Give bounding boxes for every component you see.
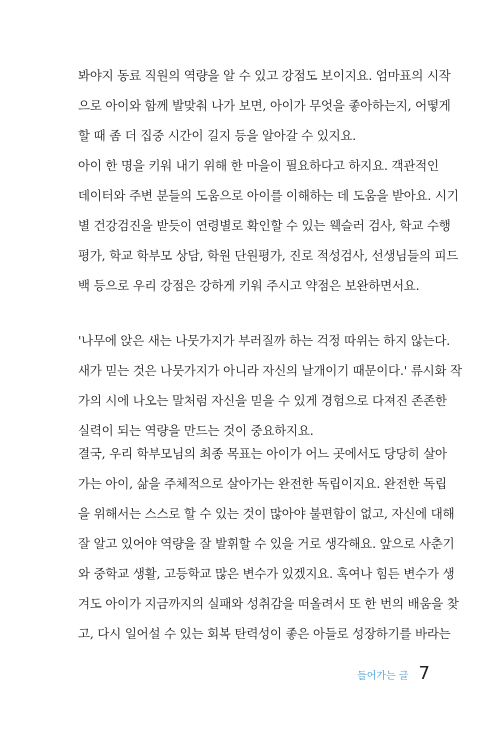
page-number: 7 [418,663,430,684]
paragraph-line: 겨도 아이가 지금까지의 실패와 성취감을 떠올려서 또 한 번의 배움을 찾 [78,596,459,611]
paragraph-line: 와 중학교 생활, 고등학교 많은 변수가 있겠지요. 혹여나 힘든 변수가 생 [78,566,455,581]
page-footer [357,663,430,684]
paragraph-line: 할 때 좀 더 집중 시간이 길지 등을 알아갈 수 있지요. [78,128,357,143]
paragraph-line: 가는 아이, 삶을 주체적으로 살아가는 완전한 독립이지요. 완전한 독립 [78,476,447,491]
paragraph-line: 새가 믿는 것은 나뭇가지가 아니라 자신의 날개이기 때문이다.' 류시화 작 [78,363,462,378]
paragraph-line: '나무에 앉은 새는 나뭇가지가 부러질까 하는 걱정 따위는 하지 않는다. [78,333,451,348]
paragraph-line: 으로 아이와 함께 발맞춰 나가 보면, 아이가 무엇을 좋아하는지, 어떻게 [78,98,451,113]
paragraph-line: 아이 한 명을 키워 내기 위해 한 마을이 필요하다고 하지요. 객관적인 [78,158,439,173]
paragraph-line: 결국, 우리 학부모님의 최종 목표는 아이가 어느 곳에서도 당당히 살아 [78,446,447,461]
section-label: 들어가는 글 [357,671,409,682]
paragraph-line: 백 등으로 우리 강점은 강하게 키워 주시고 약점은 보완하면서요. [78,278,420,293]
paragraph-1 [78,66,451,145]
paragraph-line: 잘 알고 있어야 역량을 잘 발휘할 수 있을 거로 생각해요. 앞으로 사춘기 [78,536,455,551]
paragraph-line: 을 위해서는 스스로 할 수 있는 것이 많아야 불편함이 없고, 자신에 대해 [78,506,455,521]
paragraph-3 [78,331,462,440]
paragraph-line: 봐야지 동료 직원의 역량을 알 수 있고 강점도 보이지요. 엄마표의 시작 [78,68,451,83]
paragraph-line: 실력이 되는 역량을 만드는 것이 중요하지요. [78,423,314,438]
paragraph-line: 평가, 학교 학부모 상담, 학원 단원평가, 진로 적성검사, 선생님들의 피드 [78,248,459,263]
paragraph-line: 고, 다시 일어설 수 있는 회복 탄력성이 좋은 아들로 성장하기를 바라는 [78,626,451,641]
paragraph-4 [78,444,459,643]
paragraph-line: 별 건강검진을 받듯이 연령별로 확인할 수 있는 웩슬러 검사, 학교 수행 [78,218,451,233]
paragraph-2 [78,156,459,295]
paragraph-line: 데이터와 주변 분들의 도움으로 아이를 이해하는 데 도움을 받아요. 시기 [78,188,459,203]
paragraph-line: 가의 시에 나오는 말처럼 자신을 믿을 수 있게 경험으로 다져진 존존한 [78,393,447,408]
